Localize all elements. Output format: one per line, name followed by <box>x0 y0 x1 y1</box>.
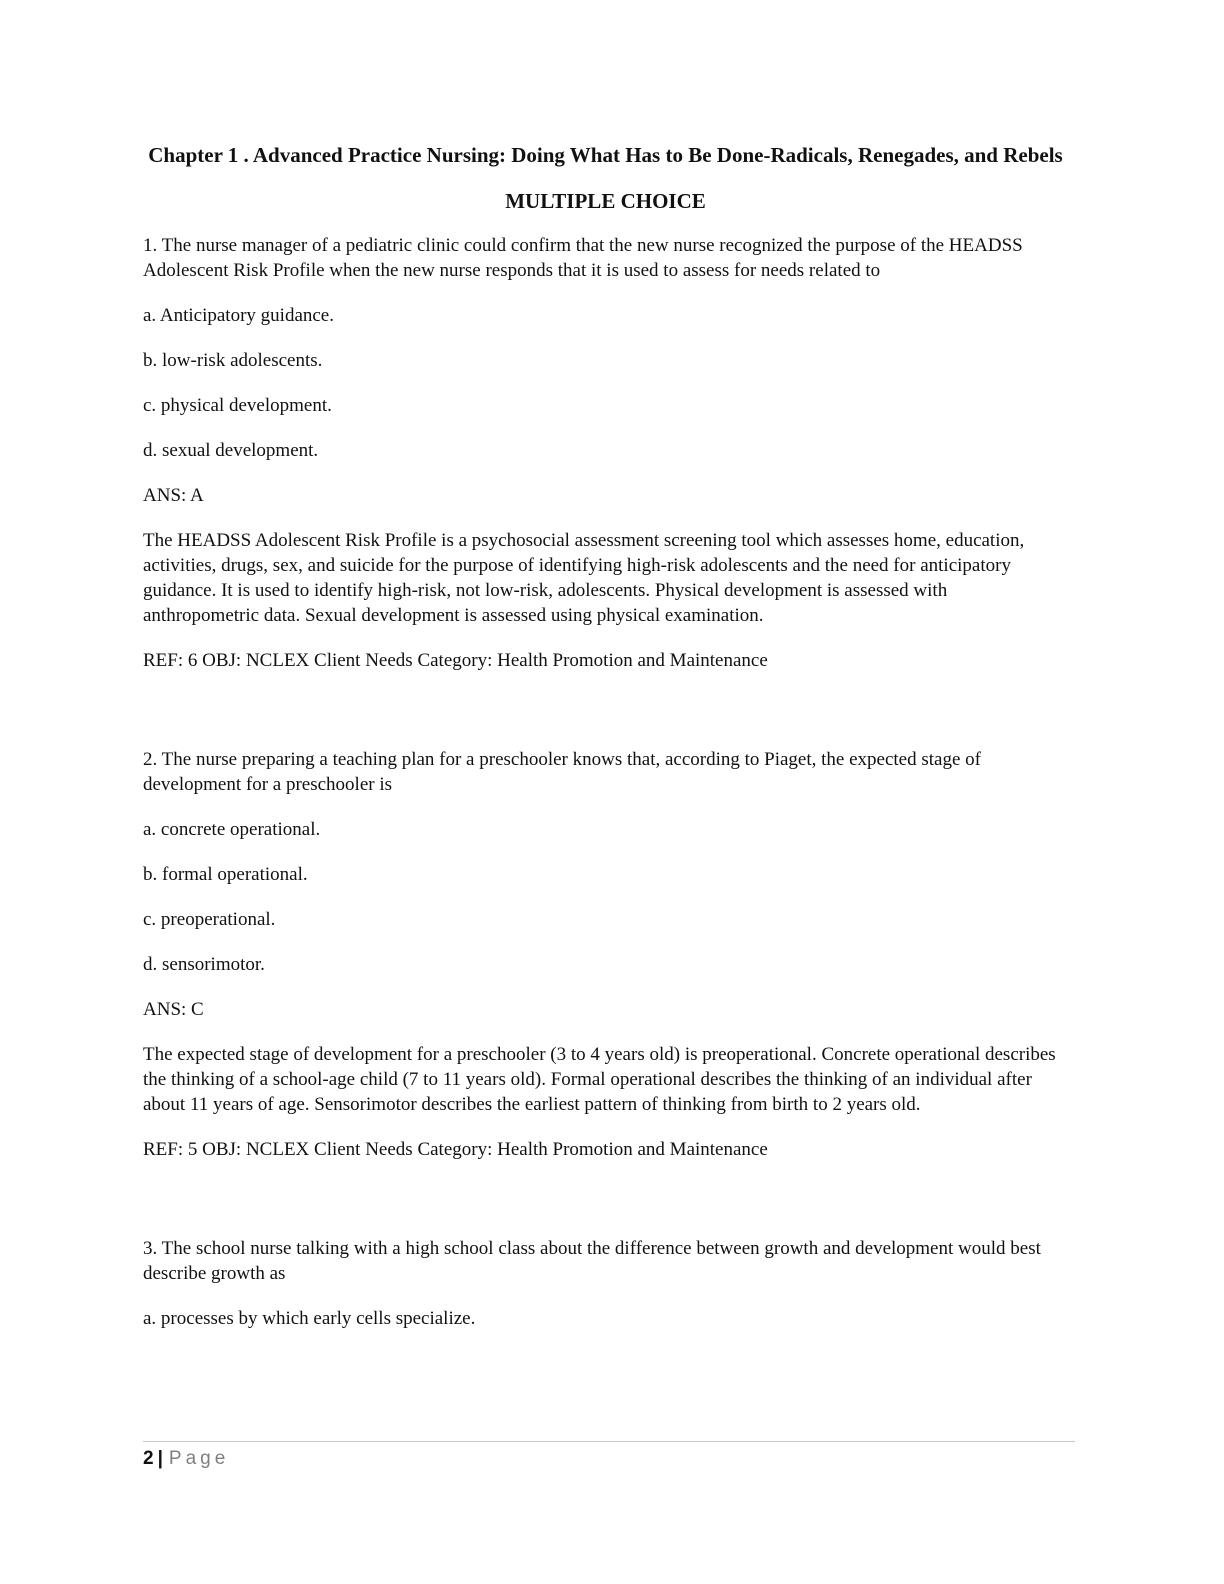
answer-option: d. sexual development. <box>143 440 319 461</box>
answer-option: d. sensorimotor. <box>143 954 265 975</box>
footer-separator: | <box>157 1448 163 1469</box>
page-label: Page <box>168 1448 230 1469</box>
question-stem: 1. The nurse manager of a pediatric clinic could confirm that the new nurse recognized the purpose of the HEADSS Adolescent Risk Profile when the new nurse responds that it is used to assess for needs related to <box>143 235 1023 281</box>
answer-rationale: The HEADSS Adolescent Risk Profile is a psychosocial assessment screening tool which assesses home, education, activities, drugs, sex, and suicide for the purpose of identifying high-risk adolescents and the need for anticipatory guidance. It is used to identify high-risk, not low-risk, adolescents. Physical development is assessed with anthropometric data. Sexual development is assessed using physical examination. <box>143 530 1025 626</box>
page-footer <box>143 1441 1075 1471</box>
answer-option: b. formal operational. <box>143 864 308 885</box>
question-stem: 2. The nurse preparing a teaching plan for a preschooler knows that, according to Piaget, the expected stage of development for a preschooler is <box>143 749 981 795</box>
answer-option: c. physical development. <box>143 395 332 416</box>
answer-key: ANS: A <box>143 485 204 506</box>
answer-option: b. low-risk adolescents. <box>143 350 323 371</box>
answer-rationale: The expected stage of development for a preschooler (3 to 4 years old) is preoperational. Concrete operational describes the thinking of a school-age child (7 to 11 years old). Formal operational describes the thinking of an individual after about 11 years of age. Sensorimotor describes the earliest pattern of thinking from birth to 2 years old. <box>143 1044 1056 1115</box>
page-content <box>143 142 1068 1351</box>
answer-option: c. preoperational. <box>143 909 276 930</box>
question-1 <box>143 233 1068 673</box>
question-reference: REF: 5 OBJ: NCLEX Client Needs Category: Health Promotion and Maintenance <box>143 1139 768 1160</box>
answer-option: a. concrete operational. <box>143 819 321 840</box>
section-title: MULTIPLE CHOICE <box>505 189 706 213</box>
answer-option: a. processes by which early cells specialize. <box>143 1308 476 1329</box>
answer-option: a. Anticipatory guidance. <box>143 305 334 326</box>
question-3 <box>143 1236 1068 1331</box>
question-2 <box>143 747 1068 1162</box>
page-number: 2 <box>143 1448 154 1469</box>
question-stem: 3. The school nurse talking with a high school class about the difference between growth and development would best describe growth as <box>143 1238 1041 1284</box>
question-spacer <box>143 1182 1068 1236</box>
question-reference: REF: 6 OBJ: NCLEX Client Needs Category: Health Promotion and Maintenance <box>143 650 768 671</box>
question-spacer <box>143 693 1068 747</box>
answer-key: ANS: C <box>143 999 204 1020</box>
chapter-title: Chapter 1 . Advanced Practice Nursing: Doing What Has to Be Done-Radicals, Renegades, and Rebels <box>148 143 1063 167</box>
